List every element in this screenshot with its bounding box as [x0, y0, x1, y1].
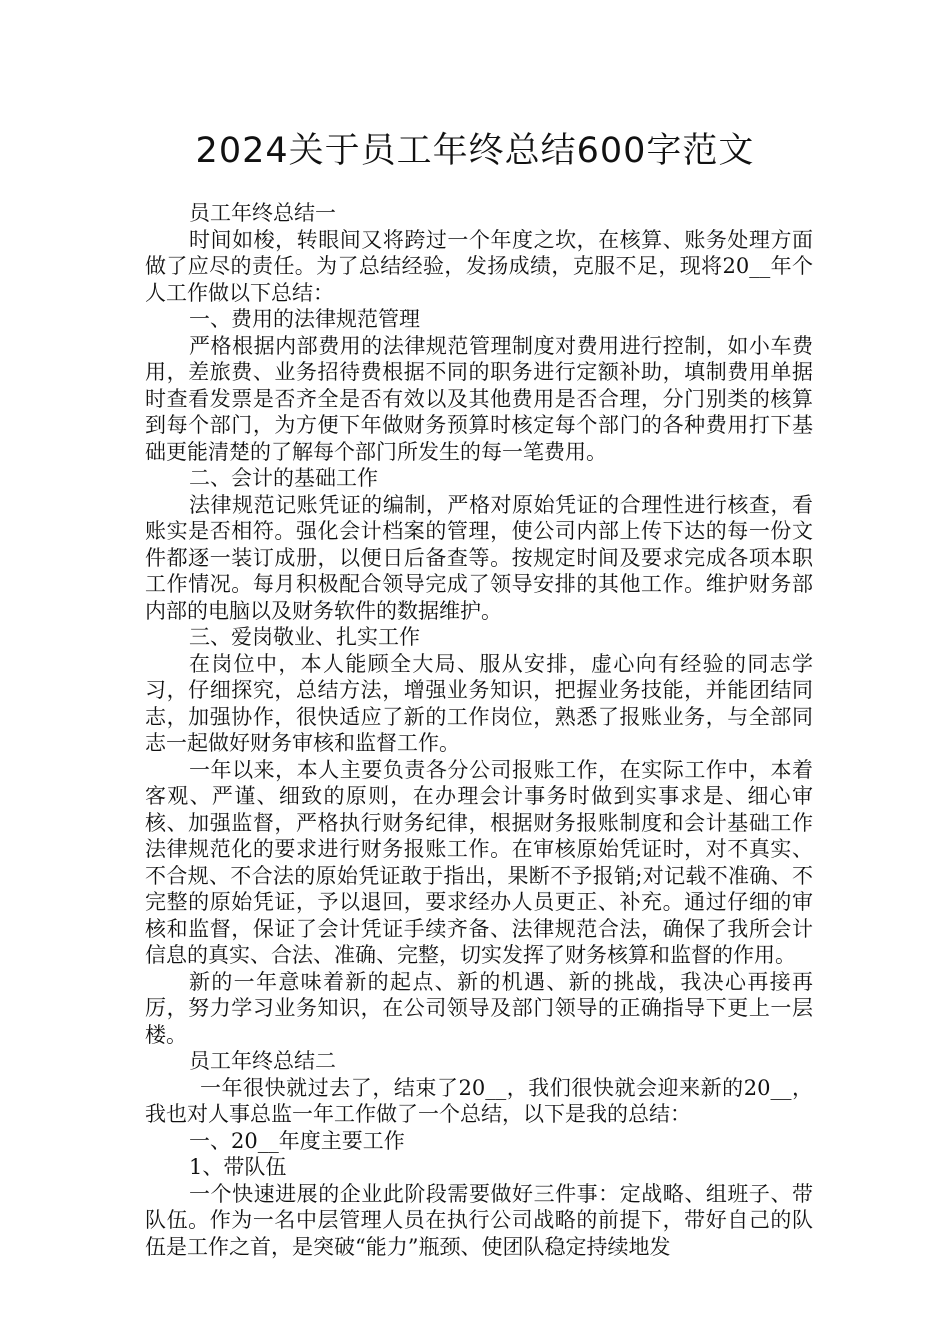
- paragraph: 在岗位中，本人能顾全大局、服从安排，虚心向有经验的同志学习，仔细探究，总结方法，增强业务知识，把握业务技能，并能团结同志，加强协作，很快适应了新的工作岗位，熟悉了报账业务，与全部同志一起做好财务审核和监督工作。: [145, 651, 813, 755]
- subsection-heading: 一、20__年度主要工作: [189, 1128, 405, 1153]
- subsection-heading: 1、带队伍: [189, 1155, 287, 1179]
- paragraph: 时间如梭，转眼间又将跨过一个年度之坎，在核算、账务处理方面做了应尽的责任。为了总结经验，发扬成绩，克服不足，现将20__年个人工作做以下总结：: [145, 227, 813, 305]
- subsection-heading: 一、费用的法律规范管理: [189, 307, 420, 331]
- paragraph: 一个快速进展的企业此阶段需要做好三件事：定战略、组班子、带队伍。作为一名中层管理人员在执行公司战略的前提下，带好自己的队伍是工作之首，是突破“能力”瓶颈、使团队稳定持续地发: [145, 1181, 813, 1259]
- section-heading: 员工年终总结二: [189, 1049, 336, 1073]
- document-title: 2024关于员工年终总结600字范文: [195, 131, 755, 171]
- paragraph: 法律规范记账凭证的编制，严格对原始凭证的合理性进行核查，看账实是否相符。强化会计档案的管理，使公司内部上传下达的每一份文件都逐一装订成册，以便日后备查等。按规定时间及要求完成各项本职工作情况。每月积极配合领导完成了领导安排的其他工作。维护财务部内部的电脑以及财务软件的数据维护。: [145, 492, 813, 623]
- paragraph: 一年很快就过去了，结束了20__，我们很快就会迎来新的20__，我也对人事总监一年工作做了一个总结，以下是我的总结：: [145, 1075, 813, 1126]
- paragraph: 严格根据内部费用的法律规范管理制度对费用进行控制，如小车费用，差旅费、业务招待费根据不同的职务进行定额补助，填制费用单据时查看发票是否齐全是否有效以及其他费用是否合理，分门别类的核算到每个部门，为方便下年做财务预算时核定每个部门的各种费用打下基础更能清楚的了解每个部门所发生的每一笔费用。: [145, 333, 813, 464]
- subsection-heading: 三、爱岗敬业、扎实工作: [189, 625, 420, 649]
- paragraph: 新的一年意味着新的起点、新的机遇、新的挑战，我决心再接再厉，努力学习业务知识，在公司领导及部门领导的正确指导下更上一层楼。: [145, 969, 813, 1047]
- section-heading: 员工年终总结一: [189, 201, 336, 225]
- document-body: [145, 200, 813, 1260]
- subsection-heading: 二、会计的基础工作: [189, 466, 378, 490]
- paragraph: 一年以来，本人主要负责各分公司报账工作，在实际工作中，本着客观、严谨、细致的原则，在办理会计事务时做到实事求是、细心审核、加强监督，严格执行财务纪律，根据财务报账制度和会计基础工作法律规范化的要求进行财务报账工作。在审核原始凭证时，对不真实、不合规、不合法的原始凭证敢于指出，果断不予报销;对记载不准确、不完整的原始凭证，予以退回，要求经办人员更正、补充。通过仔细的审核和监督，保证了会计凭证手续齐备、法律规范合法，确保了我所会计信息的真实、合法、准确、完整，切实发挥了财务核算和监督的作用。: [145, 757, 813, 967]
